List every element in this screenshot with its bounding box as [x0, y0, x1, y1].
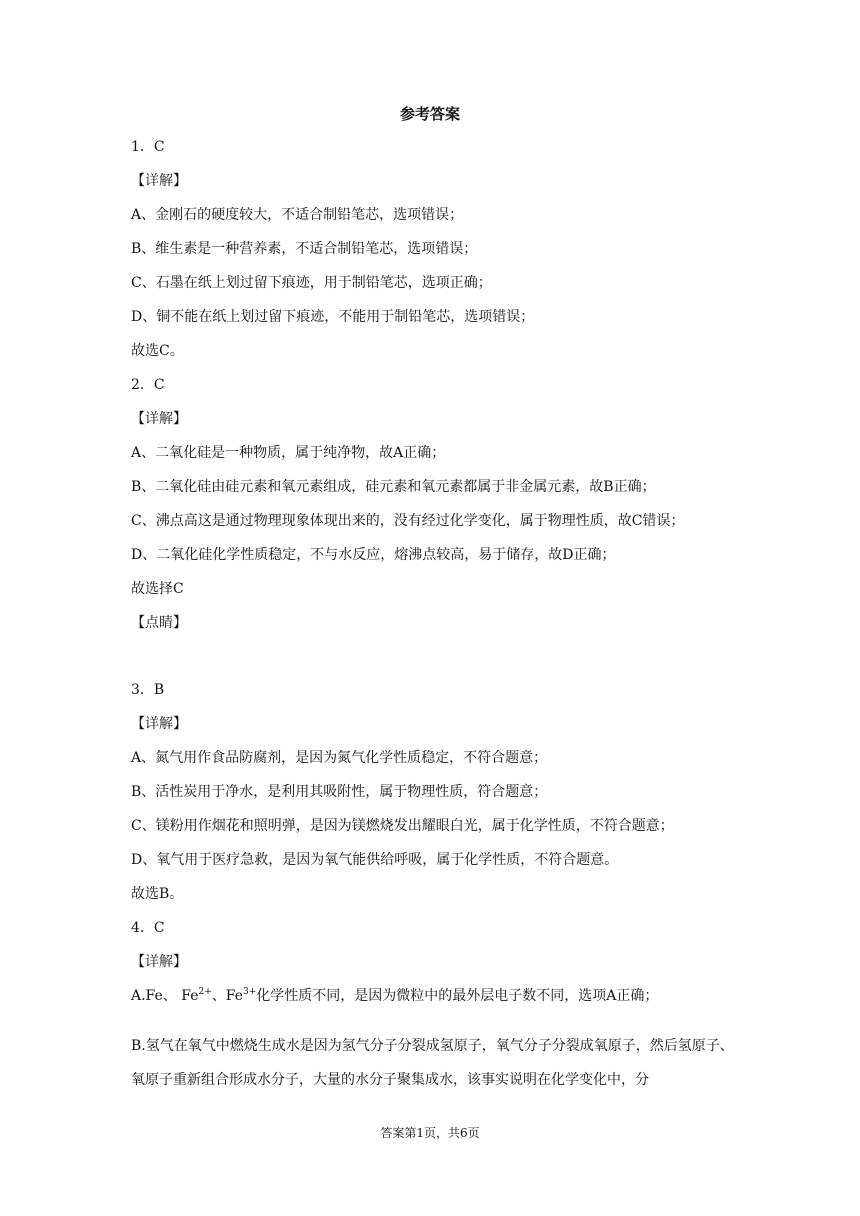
- page-footer: 答案第1页，共6页: [380, 1126, 480, 1140]
- q3-option-b: B、活性炭用于净水，是利用其吸附性，属于物理性质，符合题意；: [131, 784, 548, 800]
- q4-option-b: B.氢气在氧气中燃烧生成水是因为氢气分子分裂成氢原子，氧气分子分裂成氧原子，然后氢原子、氧原子重新组合形成水分子，大量的水分子聚集成水，该事实说明在化学变化中，分: [131, 1038, 734, 1088]
- blank-gap: [131, 640, 741, 673]
- q1-answer: 1．C: [131, 139, 165, 155]
- answer-content: [131, 130, 741, 1097]
- q4-option-a: [131, 979, 741, 1013]
- q3-option-a: A、氮气用作食品防腐剂，是因为氮气化学性质稳定，不符合题意；: [131, 750, 548, 766]
- q4-a-superscript-2: 3+: [243, 987, 257, 997]
- q4-a-middle: 、Fe: [211, 988, 243, 1004]
- q2-option-a: A、二氧化硅是一种物质，属于纯净物，故A正确；: [131, 445, 446, 461]
- q1-option-c: C、石墨在纸上划过留下痕迹，用于制铅笔芯，选项正确；: [131, 275, 492, 291]
- q2-detail-heading: 【详解】: [131, 411, 187, 427]
- q4-a-superscript-1: 2+: [198, 987, 212, 997]
- q2-option-c: C、沸点高这是通过物理现象体现出来的，没有经过化学变化，属于物理性质，故C错误；: [131, 513, 685, 529]
- q3-detail-heading: 【详解】: [131, 716, 187, 732]
- q2-option-b: B、二氧化硅由硅元素和氧元素组成，硅元素和氧元素都属于非金属元素，故B正确；: [131, 479, 656, 495]
- q4-answer: 4．C: [131, 920, 165, 936]
- q2-comment-heading: 【点睛】: [131, 615, 187, 631]
- q3-answer: 3．B: [131, 682, 165, 698]
- q2-answer: 2．C: [131, 377, 165, 393]
- q4-detail-heading: 【详解】: [131, 954, 187, 970]
- page-title: 参考答案: [399, 105, 460, 123]
- q1-option-d: D、铜不能在纸上划过留下痕迹，不能用于制铅笔芯，选项错误；: [131, 309, 535, 325]
- q3-conclusion: 故选B。: [131, 886, 184, 902]
- q4-a-prefix: A.Fe、 Fe: [131, 988, 199, 1004]
- q4-a-rest: 化学性质不同，是因为微粒中的最外层电子数不同，选项A正确；: [256, 988, 659, 1004]
- q3-option-c: C、镁粉用作烟花和照明弹，是因为镁燃烧发出耀眼白光，属于化学性质，不符合题意；: [131, 818, 674, 834]
- q1-option-b: B、维生素是一种营养素，不适合制铅笔芯，选项错误；: [131, 241, 478, 257]
- q2-conclusion: 故选择C: [131, 581, 184, 597]
- q1-conclusion: 故选C。: [131, 343, 184, 359]
- q2-option-d: D、二氧化硅化学性质稳定，不与水反应，熔沸点较高，易于储存，故D正确；: [131, 547, 616, 563]
- q3-option-d: D、氧气用于医疗急救，是因为氧气能供给呼吸，属于化学性质，不符合题意。: [131, 852, 619, 868]
- q1-detail-heading: 【详解】: [131, 173, 187, 189]
- q1-option-a: A、金刚石的硬度较大，不适合制铅笔芯，选项错误；: [131, 207, 464, 223]
